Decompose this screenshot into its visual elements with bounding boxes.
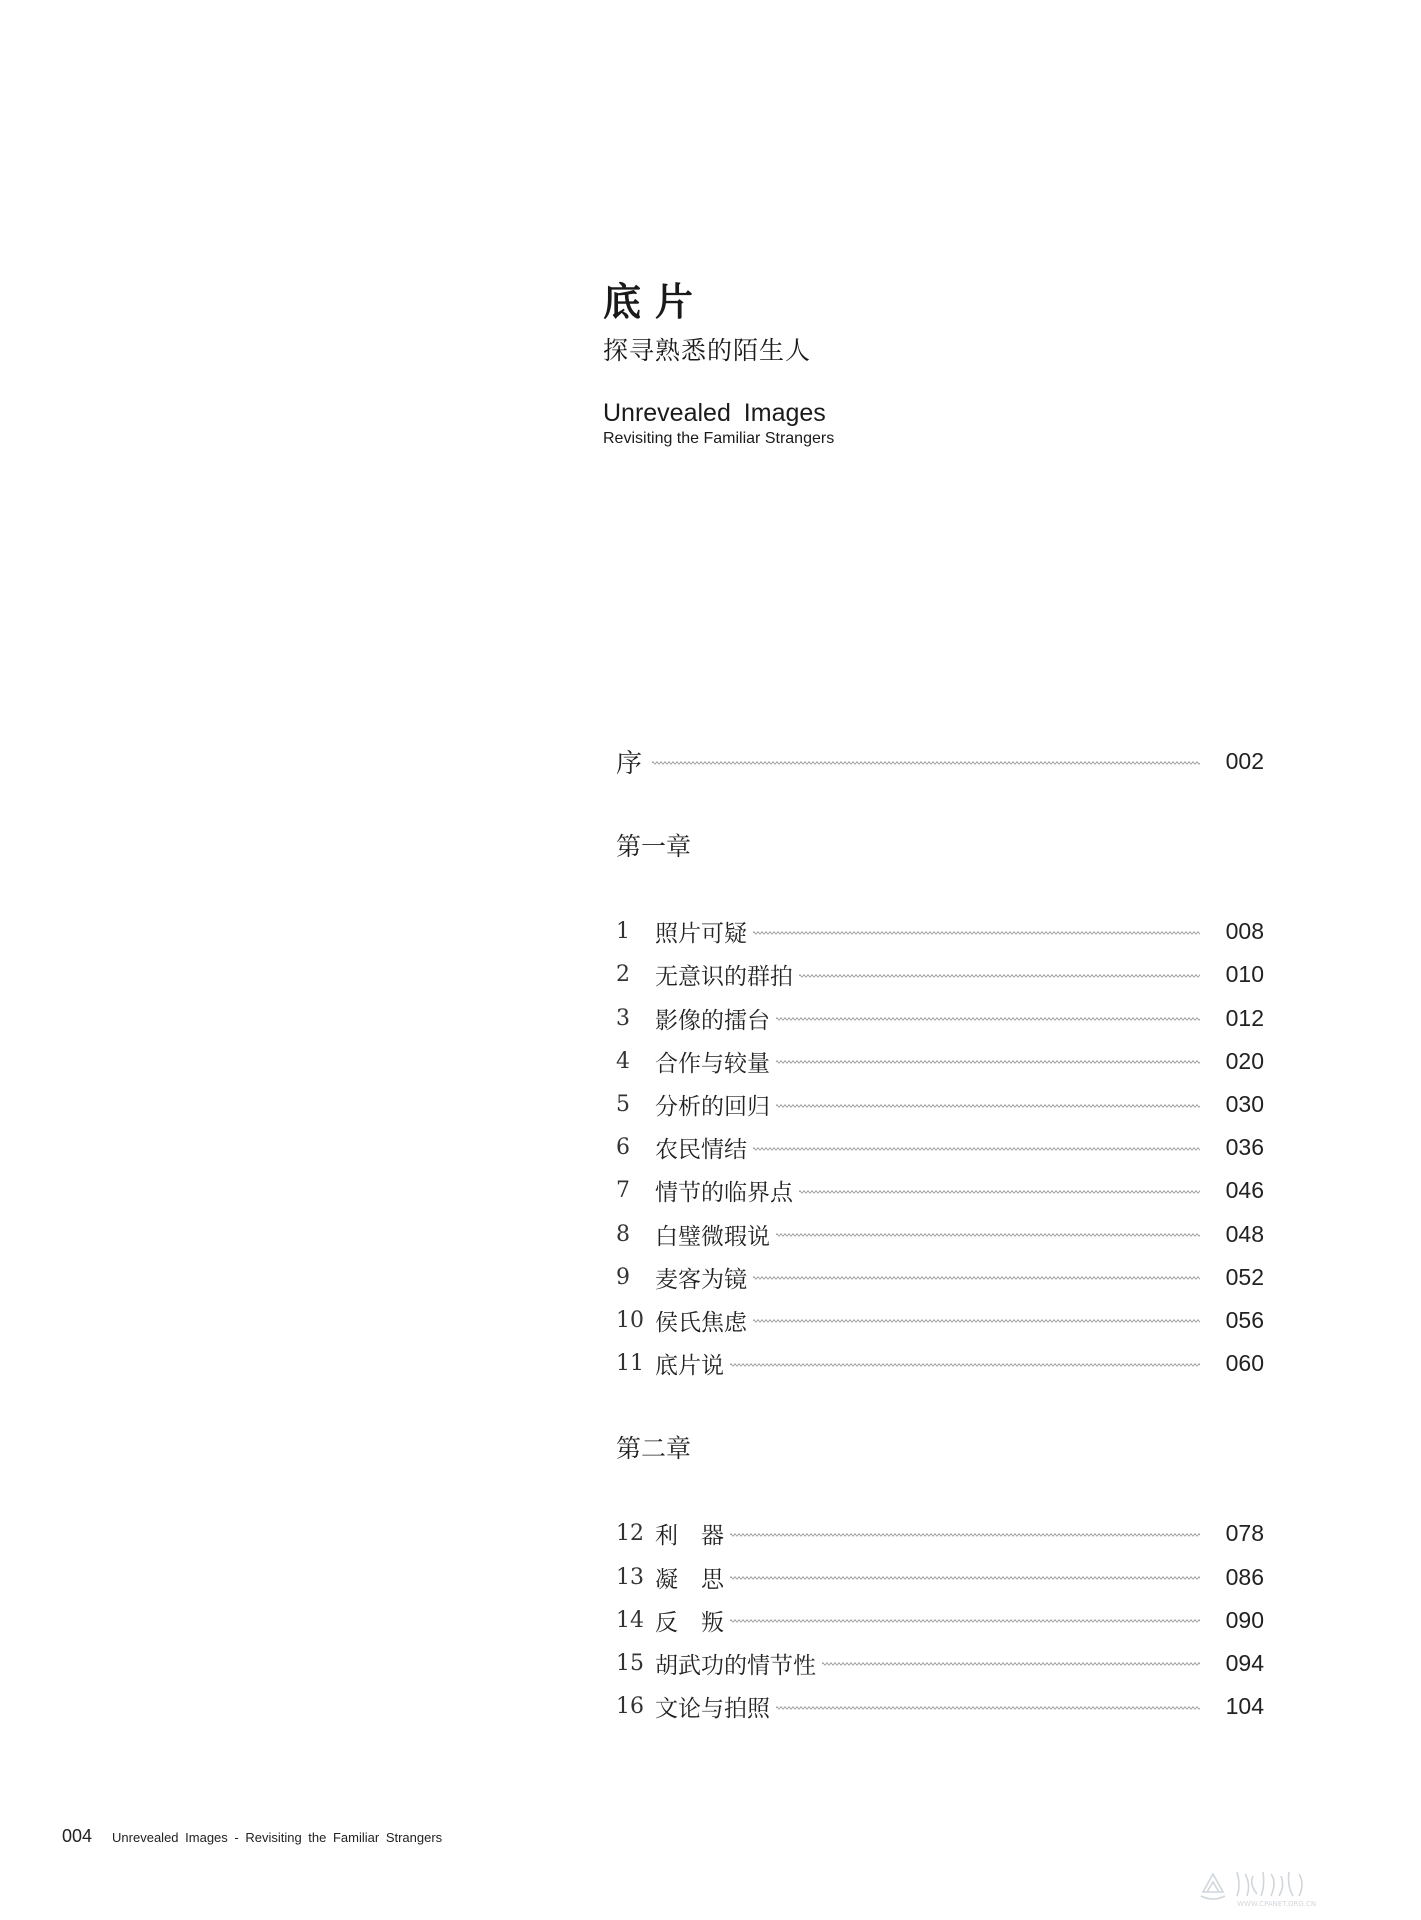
page-footer — [62, 1826, 442, 1847]
leader-line — [652, 760, 1200, 766]
toc-entry-number: 9 — [616, 1264, 630, 1290]
leader-line — [776, 1059, 1200, 1065]
toc-entry-page: 104 — [1225, 1693, 1264, 1720]
toc-entry[interactable] — [616, 1169, 1264, 1212]
book-subtitle-zh: 探寻熟悉的陌生人 — [603, 336, 812, 365]
toc-entry[interactable] — [616, 1040, 1264, 1083]
toc-entry[interactable] — [616, 997, 1264, 1040]
book-title-zh: 底片 — [603, 280, 708, 324]
book-subtitle-en: Revisiting the Familiar Strangers — [603, 430, 835, 447]
toc-entry[interactable] — [616, 1256, 1264, 1299]
leader-line — [753, 1318, 1200, 1324]
toc-entry-page: 036 — [1225, 1134, 1264, 1161]
toc-entry[interactable] — [616, 1512, 1264, 1555]
toc-entry-number: 1 — [616, 919, 630, 945]
toc-entry[interactable] — [616, 1213, 1264, 1256]
book-title-en: Unrevealed Images — [603, 399, 826, 427]
toc-entry-title: 序 — [616, 749, 643, 780]
toc-entry[interactable] — [616, 1126, 1264, 1169]
toc-entry-number: 16 — [616, 1694, 644, 1720]
toc-entry-title: 合作与较量 — [655, 1050, 770, 1077]
toc-entry-number: 7 — [616, 1178, 630, 1204]
leader-line — [799, 1189, 1200, 1195]
toc-entry-page: 086 — [1225, 1563, 1264, 1590]
toc-entry-page: 052 — [1225, 1263, 1264, 1290]
leader-line — [776, 1705, 1200, 1711]
toc-entry-title: 反 叛 — [655, 1609, 724, 1636]
chapter-heading-2: 第二章 — [616, 1434, 692, 1464]
toc-entry-number: 5 — [616, 1092, 630, 1118]
toc-entry[interactable] — [616, 1555, 1264, 1598]
toc-entry-page: 008 — [1225, 918, 1264, 945]
toc-entry-page: 060 — [1225, 1350, 1264, 1377]
leader-line — [776, 1232, 1200, 1238]
leader-line — [730, 1532, 1200, 1538]
toc-entry-title: 利 器 — [655, 1523, 724, 1550]
toc-entry-page: 090 — [1225, 1606, 1264, 1633]
toc-entry-page: 078 — [1225, 1520, 1264, 1547]
watermark-logo — [1197, 1862, 1407, 1910]
leader-line — [730, 1618, 1200, 1624]
toc-entry-number: 13 — [616, 1564, 644, 1590]
leader-line — [822, 1661, 1200, 1667]
toc-entry-page: 010 — [1225, 961, 1264, 988]
toc-entry-title: 底片说 — [655, 1353, 724, 1380]
toc-entry-title: 侯氏焦虑 — [655, 1309, 747, 1336]
toc-entry[interactable] — [616, 1642, 1264, 1685]
toc-entry-page: 046 — [1225, 1177, 1264, 1204]
toc-entry-number: 15 — [616, 1650, 644, 1676]
toc-entry[interactable] — [616, 1083, 1264, 1126]
toc-entry[interactable] — [616, 1299, 1264, 1342]
toc-entry[interactable] — [616, 1685, 1264, 1728]
toc-entry-number: 10 — [616, 1307, 644, 1333]
table-of-contents — [616, 740, 1264, 1728]
toc-entry-page: 012 — [1225, 1004, 1264, 1031]
svg-text:WWW.CPANET.ORG.CN: WWW.CPANET.ORG.CN — [1237, 1900, 1317, 1908]
toc-entry[interactable] — [616, 910, 1264, 953]
toc-entry-number: 11 — [616, 1351, 644, 1377]
toc-entry-title: 影像的擂台 — [655, 1007, 770, 1034]
toc-entry-page: 020 — [1225, 1047, 1264, 1074]
toc-entry[interactable] — [616, 953, 1264, 996]
toc-entry-title: 胡武功的情节性 — [655, 1652, 816, 1679]
chapter-heading-1: 第一章 — [616, 832, 692, 862]
footer-page-number: 004 — [62, 1826, 93, 1846]
toc-entry-title: 情节的临界点 — [655, 1180, 793, 1207]
chapter-1-list — [616, 910, 1264, 1385]
toc-entry-title: 文论与拍照 — [655, 1696, 770, 1723]
toc-entry-page: 030 — [1225, 1091, 1264, 1118]
toc-entry-number: 14 — [616, 1607, 644, 1633]
leader-line — [753, 930, 1200, 936]
toc-entry-title: 白璧微瑕说 — [655, 1223, 770, 1250]
toc-entry-number: 2 — [616, 962, 630, 988]
leader-line — [799, 973, 1200, 979]
toc-entry-number: 3 — [616, 1005, 630, 1031]
chapter-2-list — [616, 1512, 1264, 1728]
toc-entry[interactable] — [616, 1342, 1264, 1385]
leader-line — [776, 1103, 1200, 1109]
toc-entry-number: 4 — [616, 1048, 630, 1074]
toc-entry[interactable] — [616, 1599, 1264, 1642]
leader-line — [776, 1016, 1200, 1022]
toc-entry-page: 094 — [1225, 1649, 1264, 1676]
toc-entry-number: 8 — [616, 1221, 630, 1247]
toc-entry-page: 056 — [1225, 1306, 1264, 1333]
leader-line — [753, 1275, 1200, 1281]
toc-entry-page: 048 — [1225, 1220, 1264, 1247]
toc-entry-preface[interactable] — [616, 740, 1264, 783]
toc-entry-title: 农民情结 — [655, 1137, 747, 1164]
toc-entry-title: 照片可疑 — [655, 921, 747, 948]
toc-entry-title: 无意识的群拍 — [655, 964, 793, 991]
leader-line — [730, 1362, 1200, 1368]
toc-entry-number: 12 — [616, 1521, 644, 1547]
footer-running-title: Unrevealed Images - Revisiting the Familiar Strangers — [112, 1830, 443, 1845]
toc-entry-number: 6 — [616, 1135, 630, 1161]
toc-entry-title: 凝 思 — [655, 1566, 724, 1593]
toc-entry-page: 002 — [1225, 748, 1264, 775]
leader-line — [753, 1146, 1200, 1152]
title-block — [603, 278, 1163, 449]
toc-entry-title: 分析的回归 — [655, 1094, 770, 1121]
leader-line — [730, 1575, 1200, 1581]
toc-entry-title: 麦客为镜 — [655, 1266, 747, 1293]
